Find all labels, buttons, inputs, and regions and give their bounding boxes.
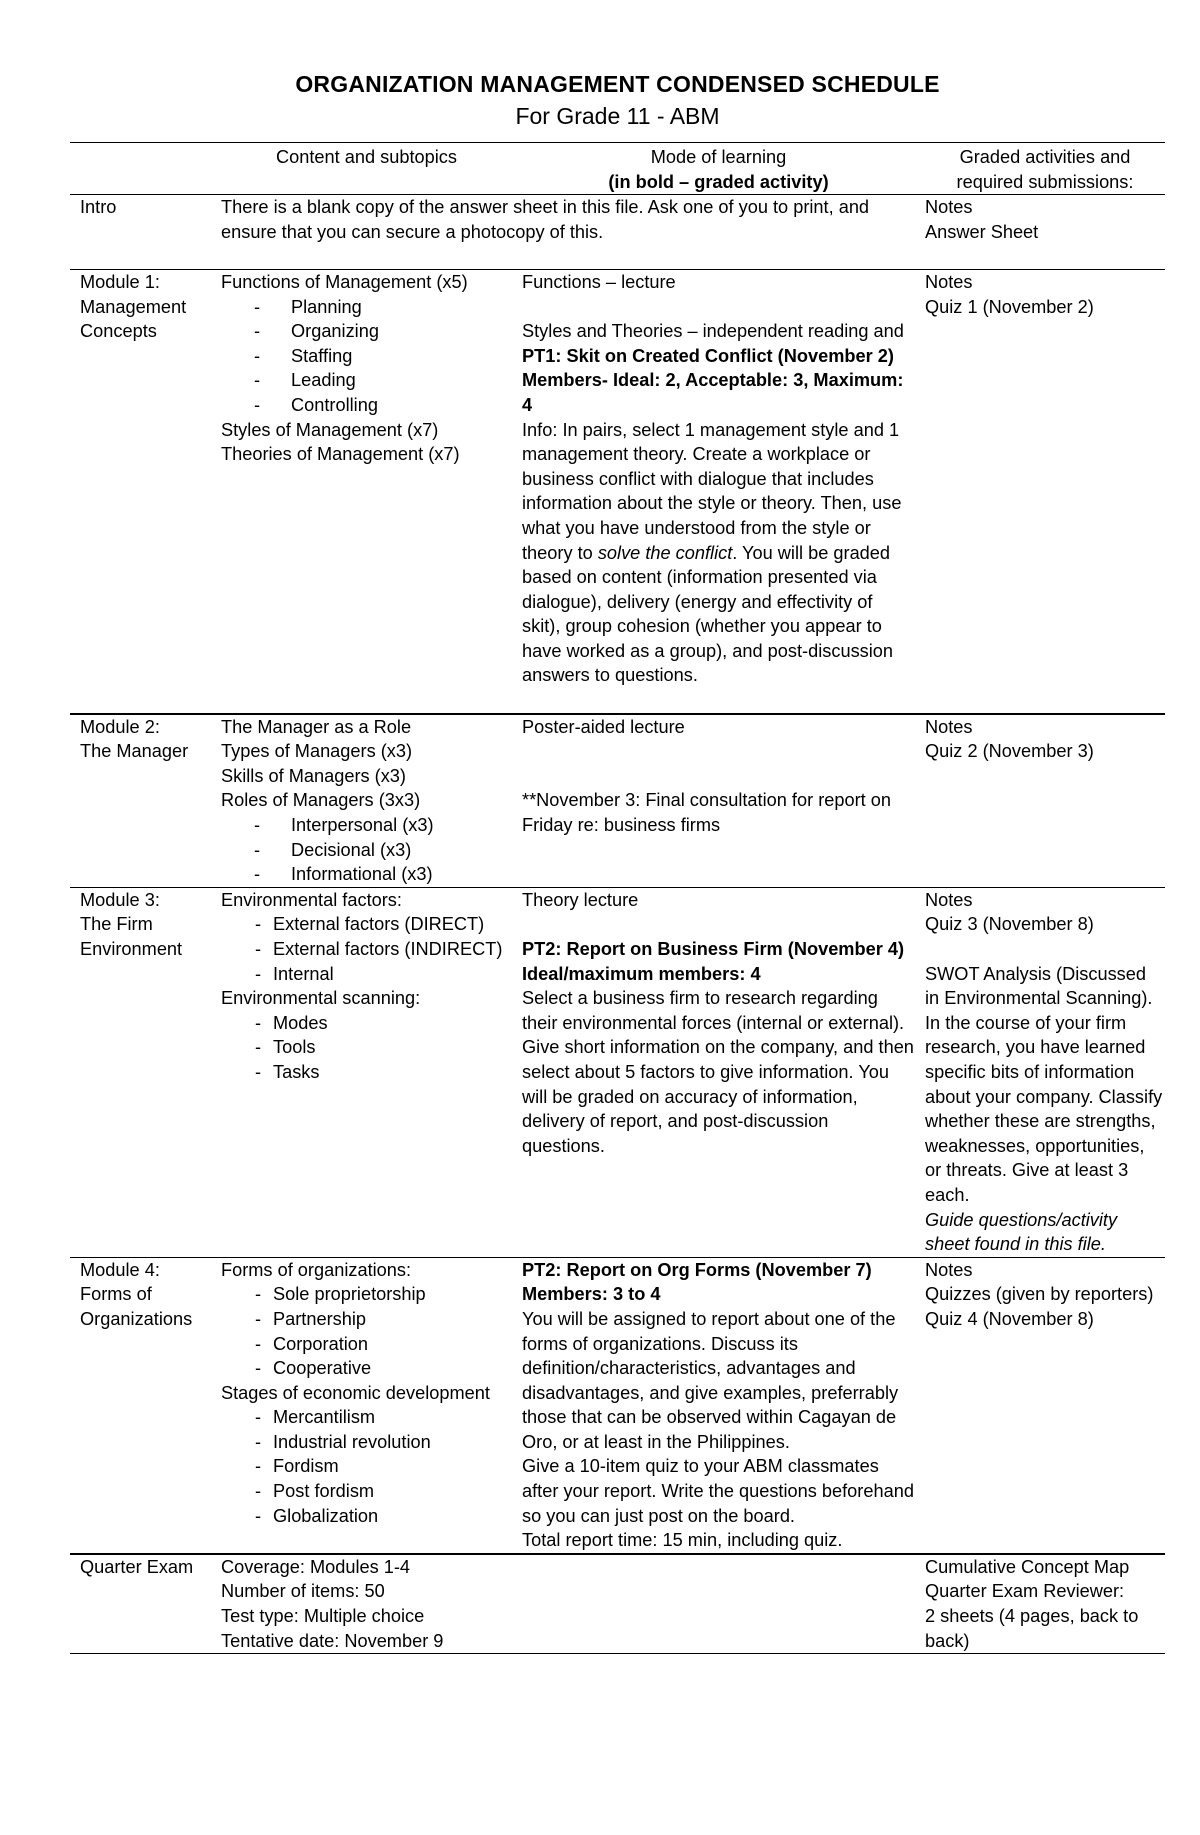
header-content: Content and subtopics <box>211 143 512 195</box>
module-2-mode: Poster-aided lecture **November 3: Final consultation for report on Friday re: business firms <box>512 714 915 888</box>
list-item: - Modes <box>255 1012 328 1033</box>
list-item: - Planning <box>254 296 362 317</box>
module-1-content: Functions of Management (x5) - Planning - Organizing - Staffing - Leading - Controlling Styles of Management (x7) Theories of Management (x7) <box>211 269 512 713</box>
table-row-module-2 <box>70 714 1165 888</box>
table-row-module-3 <box>70 887 1165 1257</box>
module-1-mode: Functions – lecture Styles and Theories – independent reading and PT1: Skit on Created Conflict (November 2) Members- Ideal: 2, Acceptable: 3, Maximum: 4 Info: In pairs, select 1 management style and 1 management theory. Create a workplace or business conflict with dialogue that includes information about the style or theory. Then, use what you have understood from the style or theory to solve the conflict. You will be graded based on content (information presented via dialogue), delivery (energy and effectivity of skit), group cohesion (whether you appear to have worked as a group), and post-discussion answers to questions. <box>512 269 915 713</box>
list-item: - Industrial revolution <box>255 1431 431 1452</box>
module-3-mode: Theory lecture PT2: Report on Business Firm (November 4) Ideal/maximum members: 4 Select a business firm to research regarding their environmental forces (internal or external). Give short information on the company, and then select about 5 factors to give information. You will be graded on accuracy of information, delivery of report, and post-discussion questions. <box>512 887 915 1257</box>
list-item: - Internal <box>255 963 334 984</box>
module-1-label: Module 1: Management Concepts <box>70 269 211 713</box>
list-item: - Tasks <box>255 1061 320 1082</box>
exam-label: Quarter Exam <box>70 1554 211 1654</box>
exam-mode <box>512 1554 915 1654</box>
list-item: - Tools <box>255 1037 316 1058</box>
module-1-info: Info: In pairs, select 1 management style and 1 management theory. Create a workplace or business conflict with dialogue that includes information about the style or theory. Then, use what you have understood from the style or theory to solve the conflict. You will be graded based on content (information presented via dialogue), delivery (energy and effectivity of skit), group cohesion (whether you appear to have worked as a group), and post-discussion answers to questions. <box>522 419 902 686</box>
module-2-label: Module 2: The Manager <box>70 714 211 888</box>
schedule-page <box>70 68 1165 1654</box>
table-row-module-1 <box>70 269 1165 713</box>
module-4-graded: Notes Quizzes (given by reporters) Quiz 4 (November 8) <box>915 1257 1165 1554</box>
list-item: - Decisional (x3) <box>254 839 412 860</box>
intro-content: There is a blank copy of the answer sheet in this file. Ask one of you to print, and ensure that you can secure a photocopy of this. <box>211 195 915 270</box>
list-item: - External factors (INDIRECT) <box>255 939 503 959</box>
list-item: - Corporation <box>255 1333 369 1354</box>
header-mode: Mode of learning (in bold – graded activity) <box>512 143 915 195</box>
exam-graded: Cumulative Concept Map Quarter Exam Reviewer: 2 sheets (4 pages, back to back) <box>915 1554 1165 1654</box>
list-item: - Interpersonal (x3) <box>254 815 434 836</box>
schedule-table <box>70 142 1165 1654</box>
table-row-module-4 <box>70 1257 1165 1554</box>
module-3-graded: Notes Quiz 3 (November 8) SWOT Analysis (Discussed in Environmental Scanning). In the course of your firm research, you have learned specific bits of information about your company. Classify whether these are strengths, weaknesses, opportunities, or threats. Give at least 3 each. Guide questions/activity sheet found in this file. <box>915 887 1165 1257</box>
exam-content: Coverage: Modules 1-4 Number of items: 50 Test type: Multiple choice Tentative date: November 9 <box>211 1554 512 1654</box>
list-item: - Sole proprietorship <box>255 1284 426 1305</box>
page-subtitle: For Grade 11 - ABM <box>515 103 720 129</box>
module-2-content: The Manager as a Role Types of Managers (x3) Skills of Managers (x3) Roles of Managers (3x3) - Interpersonal (x3) - Decisional (x3) - Informational (x3) <box>211 714 512 888</box>
module-4-label: Module 4: Forms of Organizations <box>70 1257 211 1554</box>
module-1-graded: Notes Quiz 1 (November 2) <box>915 269 1165 713</box>
list-item: - Mercantilism <box>255 1407 376 1428</box>
list-item: - Organizing <box>254 321 379 342</box>
list-item: - Fordism <box>255 1456 339 1477</box>
list-item: - Controlling <box>254 394 378 415</box>
intro-label: Intro <box>70 195 211 270</box>
header-graded: Graded activities and required submissions: <box>915 143 1165 195</box>
list-item: - Leading <box>254 370 356 391</box>
table-row-intro <box>70 195 1165 270</box>
intro-graded: Notes Answer Sheet <box>915 195 1165 270</box>
module-4-mode: PT2: Report on Org Forms (November 7) Members: 3 to 4 You will be assigned to report about one of the forms of organizations. Discuss its definition/characteristics, advantages and disadvantages, and give examples, preferrably those that can be observed within Cagayan de Oro, or at least in the Philippines. Give a 10-item quiz to your ABM classmates after your report. Write the questions beforehand so you can just post on the board. Total report time: 15 min, including quiz. <box>512 1257 915 1554</box>
page-title: ORGANIZATION MANAGEMENT CONDENSED SCHEDULE <box>295 71 940 97</box>
header-module <box>70 143 211 195</box>
list-item: - Partnership <box>255 1308 367 1329</box>
list-item: - Informational (x3) <box>254 864 433 885</box>
table-header-row <box>70 143 1165 195</box>
module-3-content: Environmental factors: - External factors (DIRECT) - External factors (INDIRECT) - Internal Environmental scanning: - Modes - Tools - Tasks <box>211 887 512 1257</box>
list-item: - Post fordism <box>255 1481 375 1502</box>
list-item: - Staffing <box>254 345 353 366</box>
list-item: - Globalization <box>255 1505 379 1526</box>
table-row-quarter-exam <box>70 1554 1165 1654</box>
module-4-content: Forms of organizations: - Sole proprietorship - Partnership - Corporation - Cooperative Stages of economic development - Mercantilism - Industrial revolution - Fordism - Post fordism - Globalization <box>211 1257 512 1554</box>
list-item: - External factors (DIRECT) <box>255 914 485 935</box>
list-item: - Cooperative <box>255 1358 372 1379</box>
module-3-label: Module 3: The Firm Environment <box>70 887 211 1257</box>
module-2-graded: Notes Quiz 2 (November 3) <box>915 714 1165 888</box>
